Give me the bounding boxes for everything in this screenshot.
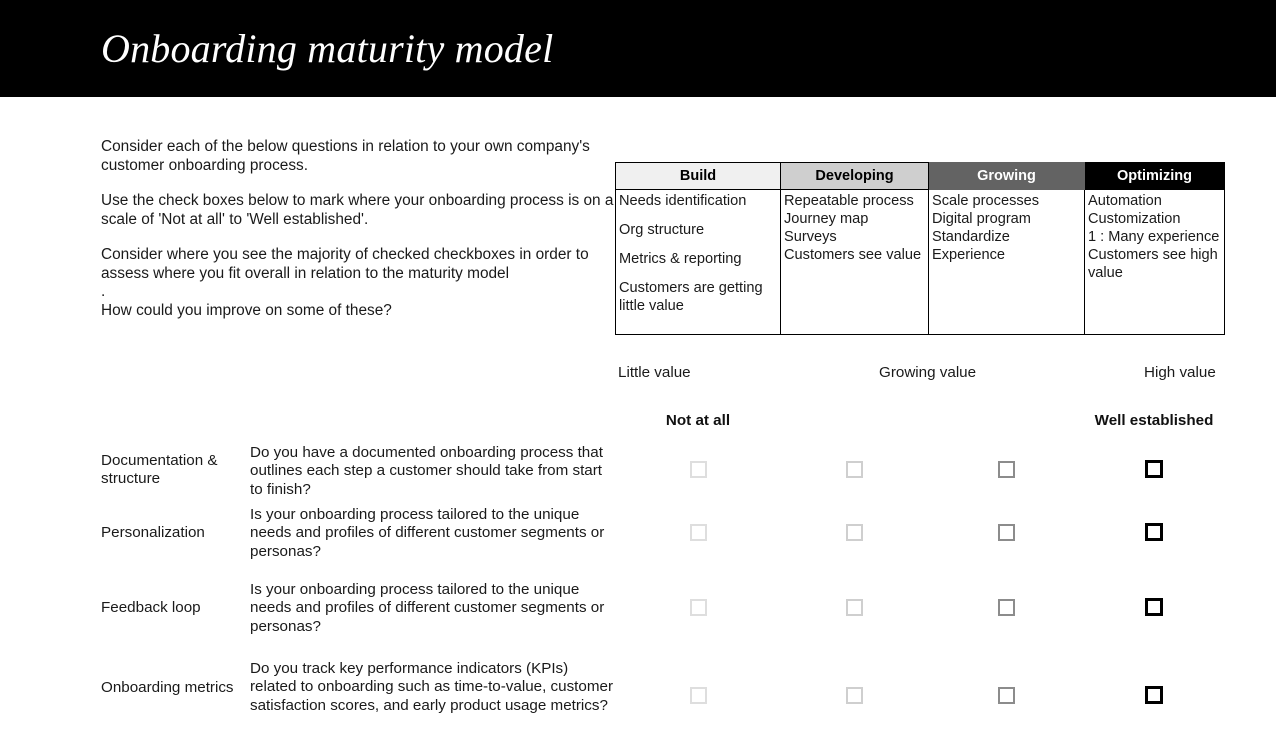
page-title: Onboarding maturity model — [101, 26, 554, 71]
maturity-item: Journey map — [784, 211, 869, 227]
maturity-item: Digital program — [932, 211, 1031, 227]
checkbox-level-4[interactable] — [1145, 460, 1163, 478]
intro-paragraph-1: Consider each of the below questions in relation to your own company's customer onboarding process. — [101, 138, 590, 174]
maturity-item: Customers see high value — [1088, 247, 1218, 281]
maturity-item: Customers see value — [784, 247, 922, 263]
intro-instructions — [101, 138, 617, 320]
maturity-table-body-row — [616, 190, 1225, 335]
maturity-item: Needs identification — [619, 193, 747, 209]
question-text: Do you track key performance indicators (KPIs) related to onboarding such as time-to-value, customer satisfaction scores, and early product usage metrics? — [250, 660, 614, 714]
question-row — [0, 652, 1276, 738]
maturity-cell-build — [616, 190, 781, 335]
value-label-little: Little value — [618, 364, 691, 381]
maturity-item: Org structure — [619, 222, 705, 238]
question-text: Do you have a documented onboarding process that outlines each step a customer should take from start to finish? — [250, 444, 603, 498]
question-row — [0, 573, 1276, 641]
title-bar — [0, 0, 1276, 97]
checkbox-level-3[interactable] — [998, 687, 1015, 704]
maturity-item: Automation — [1088, 193, 1162, 209]
maturity-item: Surveys — [784, 229, 837, 245]
checkbox-level-2[interactable] — [846, 687, 863, 704]
question-topic: Feedback loop — [101, 599, 201, 616]
maturity-cell-optimizing — [1085, 190, 1225, 335]
maturity-column-header-growing: Growing — [929, 163, 1085, 190]
checkbox-level-1[interactable] — [690, 599, 707, 616]
question-row — [0, 498, 1276, 566]
checkbox-level-3[interactable] — [998, 461, 1015, 478]
question-topic: Onboarding metrics — [101, 679, 234, 696]
checkbox-level-1[interactable] — [690, 461, 707, 478]
maturity-item: Customers are getting little value — [619, 280, 763, 314]
intro-paragraph-4: . — [101, 283, 106, 300]
maturity-item: Metrics & reporting — [619, 251, 742, 267]
scale-endpoint-low: Not at all — [665, 412, 731, 429]
maturity-item: Experience — [932, 247, 1006, 263]
intro-paragraph-3: Consider where you see the majority of checked checkboxes in order to assess where you fit overall in relation to the maturity model — [101, 246, 589, 282]
checkbox-level-4[interactable] — [1145, 598, 1163, 616]
checkbox-level-2[interactable] — [846, 461, 863, 478]
checkbox-level-4[interactable] — [1145, 523, 1163, 541]
checkbox-level-1[interactable] — [690, 687, 707, 704]
checkbox-level-2[interactable] — [846, 599, 863, 616]
maturity-item: 1 : Many experience — [1088, 229, 1220, 245]
maturity-item: Scale processes — [932, 193, 1040, 209]
intro-paragraph-5: How could you improve on some of these? — [101, 301, 392, 319]
maturity-item: Repeatable process — [784, 193, 914, 209]
checkbox-level-4[interactable] — [1145, 686, 1163, 704]
maturity-column-header-optimizing: Optimizing — [1085, 163, 1225, 190]
scale-endpoint-high: Well established — [1094, 412, 1214, 429]
question-topic: Personalization — [101, 524, 205, 541]
intro-paragraph-2: Use the check boxes below to mark where your onboarding process is on a scale of 'Not at all' to 'Well established'. — [101, 192, 614, 228]
maturity-item: Standardize — [932, 229, 1010, 245]
maturity-table-header-row — [616, 163, 1225, 190]
maturity-cell-growing — [929, 190, 1085, 335]
checkbox-level-3[interactable] — [998, 599, 1015, 616]
maturity-model-table — [615, 162, 1225, 335]
question-topic: Documentation & structure — [101, 452, 218, 487]
value-label-high: High value — [1144, 364, 1216, 381]
question-text: Is your onboarding process tailored to the unique needs and profiles of different customer segments or personas? — [250, 581, 605, 635]
checkbox-level-3[interactable] — [998, 524, 1015, 541]
value-label-growing: Growing value — [879, 364, 977, 381]
maturity-item: Customization — [1088, 211, 1181, 227]
maturity-column-header-build: Build — [616, 163, 781, 190]
question-text: Is your onboarding process tailored to the unique needs and profiles of different customer segments or personas? — [250, 506, 605, 560]
checkbox-level-2[interactable] — [846, 524, 863, 541]
maturity-cell-developing — [781, 190, 929, 335]
checkbox-level-1[interactable] — [690, 524, 707, 541]
maturity-column-header-developing: Developing — [781, 163, 929, 190]
